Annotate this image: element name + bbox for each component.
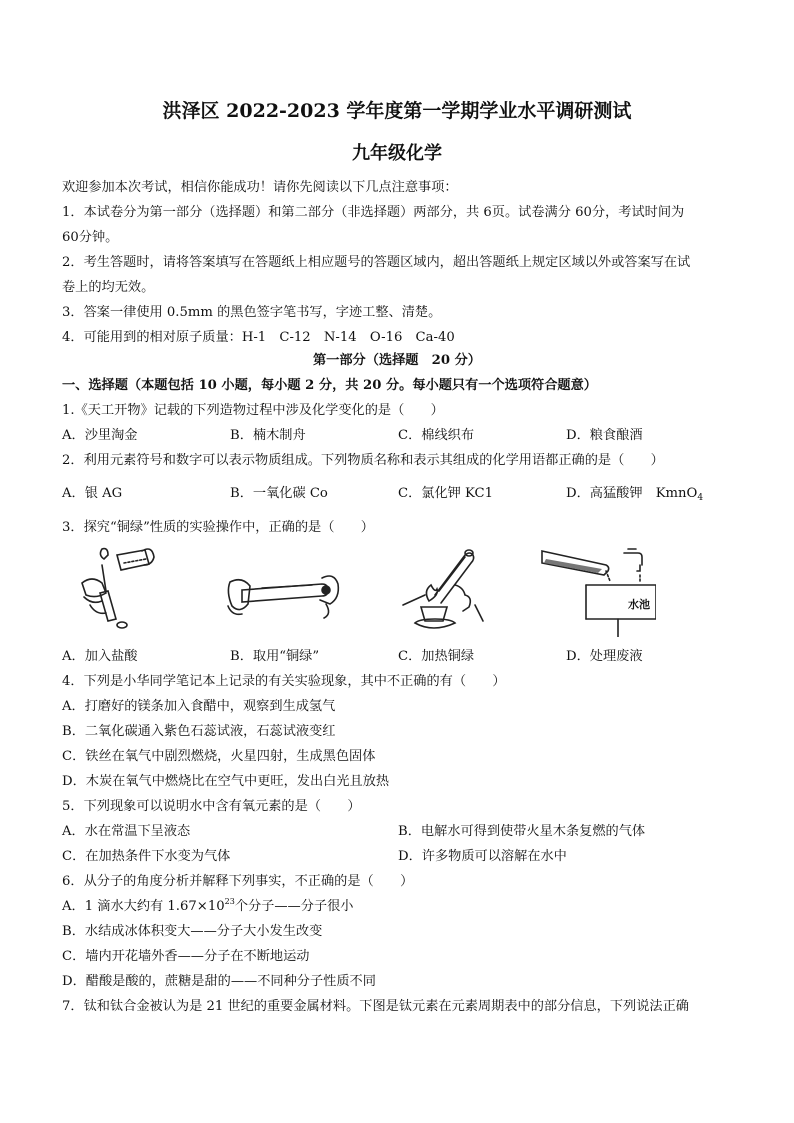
q1-option-b: B．楠木制舟: [230, 428, 306, 443]
q6-option-a-pre: A．1 滴水大约有 1.67×10: [62, 899, 225, 914]
q3-figure-c: [395, 545, 495, 633]
q6-option-a: [62, 895, 354, 914]
q2-stem: 2．利用元素符号和数字可以表示物质组成。下列物质名称和表示其组成的化学用语都正确的是（ ）: [62, 453, 664, 468]
q5-option-b: B．电解水可得到使带火星木条复燃的气体: [398, 824, 646, 839]
section-1-heading: 一、选择题（本题包括 10 小题，每小题 2 分，共 20 分。每小题只有一个选项符合题意）: [62, 378, 597, 393]
q4-option-b: B．二氧化碳通入紫色石蕊试液，石蕊试液变红: [62, 724, 336, 739]
note-2-line-1: 2．考生答题时，请将答案填写在答题纸上相应题号的答题区域内，超出答题纸上规定区域以外或答案写在试: [62, 255, 691, 270]
note-2-line-2: 卷上的均无效。: [62, 280, 155, 295]
q6-option-b: B．水结成冰体积变大——分子大小发生改变: [62, 924, 323, 939]
q1-option-d: D．粮食酿酒: [566, 428, 643, 443]
q2-option-a: A．银 AG: [62, 486, 123, 501]
q3-figure-d: [536, 545, 656, 637]
q2-option-c: C．氯化钾 KC1: [398, 486, 494, 501]
waste-disposal-illustration: [536, 545, 656, 637]
q5-option-a: A．水在常温下呈液态: [62, 824, 191, 839]
q4-option-a: A．打磨好的镁条加入食醋中，观察到生成氢气: [62, 699, 336, 714]
note-3: 3．答案一律使用 0.5mm 的黑色签字笔书写，字迹工整、清楚。: [62, 305, 442, 320]
q3-figure-a: [62, 545, 172, 630]
basin-label: 水池: [628, 598, 650, 611]
q6-option-d: D．醋酸是酸的，蔗糖是甜的——不同种分子性质不同: [62, 974, 376, 989]
exam-subtitle: 九年级化学: [352, 143, 442, 164]
note-1-line-1: 1．本试卷分为第一部分（选择题）和第二部分（非选择题）两部分，共 6页。试卷满分 60分，考试时间为: [62, 205, 685, 220]
q1-option-c: C．棉线织布: [398, 428, 475, 443]
q3-figure-b: [222, 560, 342, 625]
heating-tube-illustration: [395, 545, 495, 633]
q4-option-c: C．铁丝在氧气中剧烈燃烧，火星四射，生成黑色固体: [62, 749, 376, 764]
q5-option-c: C．在加热条件下水变为气体: [62, 849, 231, 864]
q2-option-d-text: D．高猛酸钾 KmnO: [566, 486, 698, 501]
intro-greeting: 欢迎参加本次考试，相信你能成功！请你先阅读以下几点注意事项：: [62, 180, 458, 195]
q1-option-a: A．沙里淘金: [62, 428, 138, 443]
q6-option-a-exponent: 23: [224, 897, 235, 906]
tube-spoon-illustration: [222, 560, 342, 625]
q5-stem: 5．下列现象可以说明水中含有氧元素的是（ ）: [62, 799, 361, 814]
q3-option-d: D．处理废液: [566, 649, 643, 664]
q3-stem: 3．探究“铜绿”性质的实验操作中，正确的是（ ）: [62, 520, 374, 535]
q2-option-b: B．一氧化碳 Co: [230, 486, 328, 501]
q3-option-a: A．加入盐酸: [62, 649, 138, 664]
q4-stem: 4．下列是小华同学笔记本上记录的有关实验现象，其中不正确的有（ ）: [62, 674, 506, 689]
part1-heading: 第一部分（选择题 20 分）: [312, 353, 481, 368]
q3-option-b: B．取用“铜绿”: [230, 649, 320, 664]
q6-stem: 6．从分子的角度分析并解释下列事实，不正确的是（ ）: [62, 874, 414, 889]
q6-option-c: C．墙内开花墙外香——分子在不断地运动: [62, 949, 310, 964]
q6-option-a-post: 个分子——分子很小: [234, 899, 354, 914]
note-1-line-2: 60分钟。: [62, 230, 119, 245]
q1-stem: 1.《天工开物》记载的下列造物过程中涉及化学变化的是（ ）: [62, 403, 444, 418]
q5-option-d: D．许多物质可以溶解在水中: [398, 849, 567, 864]
note-4: 4．可能用到的相对原子质量：H-1 C-12 N-14 O-16 Ca-40: [62, 330, 455, 345]
q2-option-d: [566, 482, 703, 503]
q4-option-d: D．木炭在氧气中燃烧比在空气中更旺，发出白光且放热: [62, 774, 390, 789]
exam-title: 洪泽区 2022-2023 学年度第一学期学业水平调研测试: [162, 100, 632, 122]
q3-option-c: C．加热铜绿: [398, 649, 475, 664]
q7-stem: 7．钛和钛合金被认为是 21 世纪的重要金属材料。下图是钛元素在元素周期表中的部分信息，下列说法正确: [62, 999, 689, 1014]
q2-option-d-subscript: 4: [697, 493, 704, 503]
dropper-acid-illustration: [62, 545, 172, 630]
